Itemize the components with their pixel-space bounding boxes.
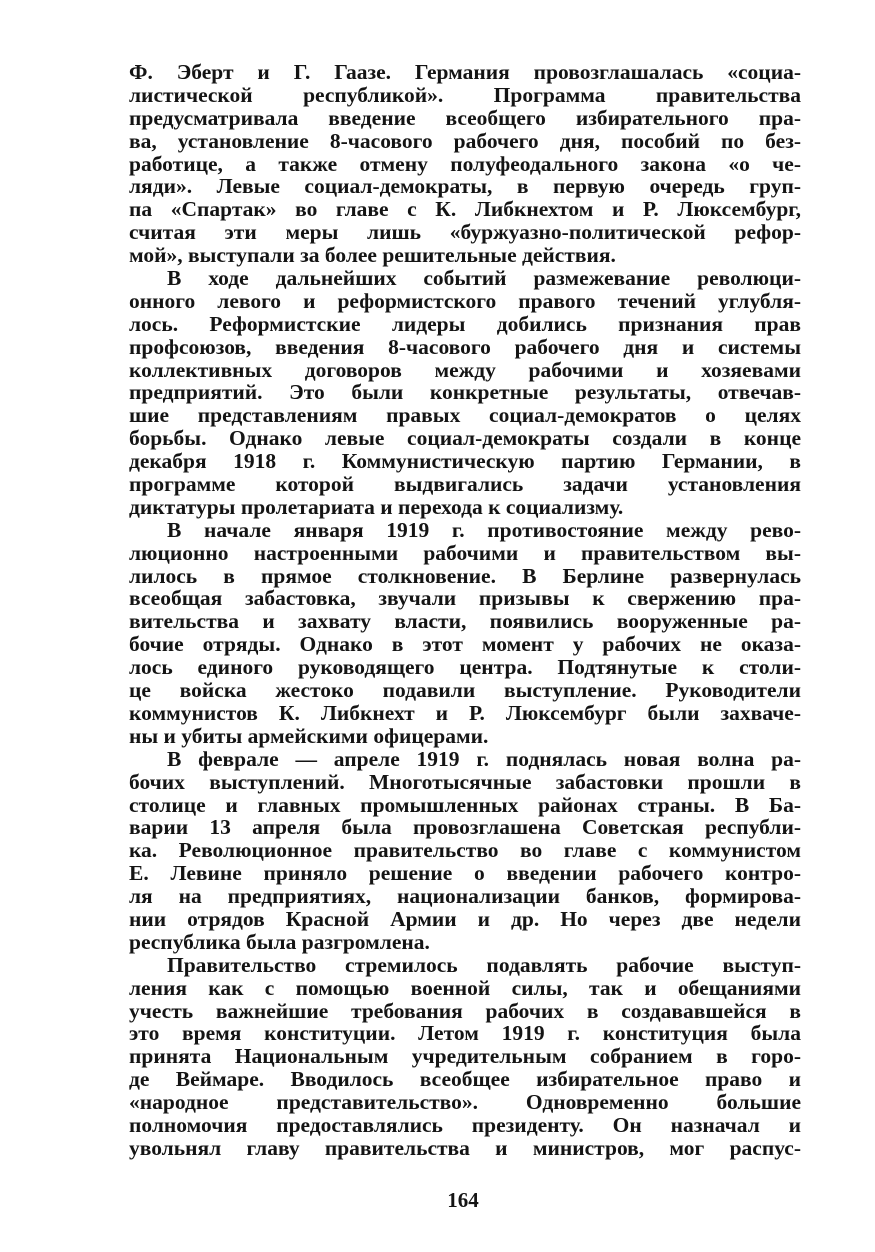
text-line: программе которой выдвигались задачи установления	[129, 472, 801, 497]
text-line: люционно настроенными рабочими и правительством вы-	[129, 540, 801, 565]
text-line: па «Спартак» во главе с К. Либкнехтом и Р. Люксембург,	[129, 197, 801, 222]
text-line: це войска жестоко подавили выступление. Руководители	[129, 678, 801, 703]
page-number: 164	[447, 1188, 479, 1212]
text-line: В начале января 1919 г. противостояние между рево-	[167, 517, 801, 542]
text-line: ляди». Левые социал-демократы, в первую очередь груп-	[129, 174, 801, 199]
paragraph	[129, 954, 801, 1160]
text-line: диктатуры пролетариата и перехода к социализму.	[129, 494, 624, 519]
paragraph	[129, 748, 801, 954]
paragraph	[129, 519, 801, 748]
text-line: ны и убиты армейскими офицерами.	[129, 723, 489, 748]
text-line: борьбы. Однако левые социал-демократы создали в конце	[129, 426, 801, 451]
text-line: коммунистов К. Либкнехт и Р. Люксембург были захваче-	[129, 700, 801, 725]
text-line: мой», выступали за более решительные действия.	[129, 243, 616, 268]
text-line: столице и главных промышленных районах страны. В Ба-	[129, 792, 801, 817]
text-line: полномочия предоставлялись президенту. Он назначал и	[129, 1112, 801, 1137]
text-line: коллективных договоров между рабочими и хозяевами	[129, 357, 801, 382]
text-line: ления как с помощью военной силы, так и обещаниями	[129, 975, 801, 1000]
text-line: онного левого и реформистского правого течений углубля-	[129, 288, 801, 313]
text-line: Правительство стремилось подавлять рабочие выступ-	[167, 952, 801, 977]
text-line: В феврале — апреле 1919 г. поднялась новая волна ра-	[167, 746, 801, 771]
paragraph	[129, 267, 801, 519]
text-line: это время конституции. Летом 1919 г. конституция была	[129, 1021, 801, 1046]
text-line: предусматривала введение всеобщего избирательного пра-	[129, 105, 801, 130]
text-line: ва, установление 8-часового рабочего дня, пособий по без-	[129, 128, 801, 153]
text-line: увольнял главу правительства и министров, мог распус-	[129, 1135, 801, 1160]
text-line: декабря 1918 г. Коммунистическую партию Германии, в	[129, 449, 801, 474]
text-line: ка. Революционное правительство во главе с коммунистом	[129, 838, 801, 863]
text-line: шие представлениям правых социал-демократов о целях	[129, 403, 801, 428]
text-line: работице, а также отмену полуфеодального закона «о че-	[129, 151, 801, 176]
text-line: Е. Левине приняло решение о введении рабочего контро-	[129, 861, 801, 886]
text-line: ля на предприятиях, национализации банков, формирова-	[129, 884, 801, 909]
text-line: республика была разгромлена.	[129, 929, 430, 954]
text-line: листической республикой». Программа правительства	[129, 82, 801, 107]
text-line: вительства и захвату власти, появились вооруженные ра-	[129, 609, 801, 634]
text-line: нии отрядов Красной Армии и др. Но через две недели	[129, 906, 801, 931]
body-text	[129, 61, 801, 1160]
text-line: лось единого руководящего центра. Подтянутые к столи-	[129, 655, 801, 680]
text-line: предприятий. Это были конкретные результаты, отвечав-	[129, 380, 801, 405]
text-line: лилось в прямое столкновение. В Берлине развернулась	[129, 563, 801, 588]
text-line: «народное представительство». Одновременно большие	[129, 1090, 801, 1115]
text-line: бочих выступлений. Многотысячные забастовки прошли в	[129, 769, 801, 794]
text-line: Ф. Эберт и Г. Гаазе. Германия провозглашалась «социа-	[129, 60, 801, 84]
text-line: всеобщая забастовка, звучали призывы к свержению пра-	[129, 586, 801, 611]
text-line: профсоюзов, введения 8-часового рабочего дня и системы	[129, 334, 801, 359]
text-line: учесть важнейшие требования рабочих в создававшейся в	[129, 998, 801, 1023]
text-line: варии 13 апреля была провозглашена Советская республи-	[129, 815, 801, 840]
text-line: считая эти меры лишь «буржуазно-политической рефор-	[129, 220, 801, 245]
text-line: принята Национальным учредительным собранием в горо-	[129, 1044, 801, 1069]
text-line: лось. Реформистские лидеры добились признания прав	[129, 311, 801, 336]
text-line: бочие отряды. Однако в этот момент у рабочих не оказа-	[129, 632, 801, 657]
text-line: де Веймаре. Вводилось всеобщее избирательное право и	[129, 1067, 801, 1092]
text-line: В ходе дальнейших событий размежевание революци-	[167, 266, 801, 291]
paragraph	[129, 61, 801, 267]
